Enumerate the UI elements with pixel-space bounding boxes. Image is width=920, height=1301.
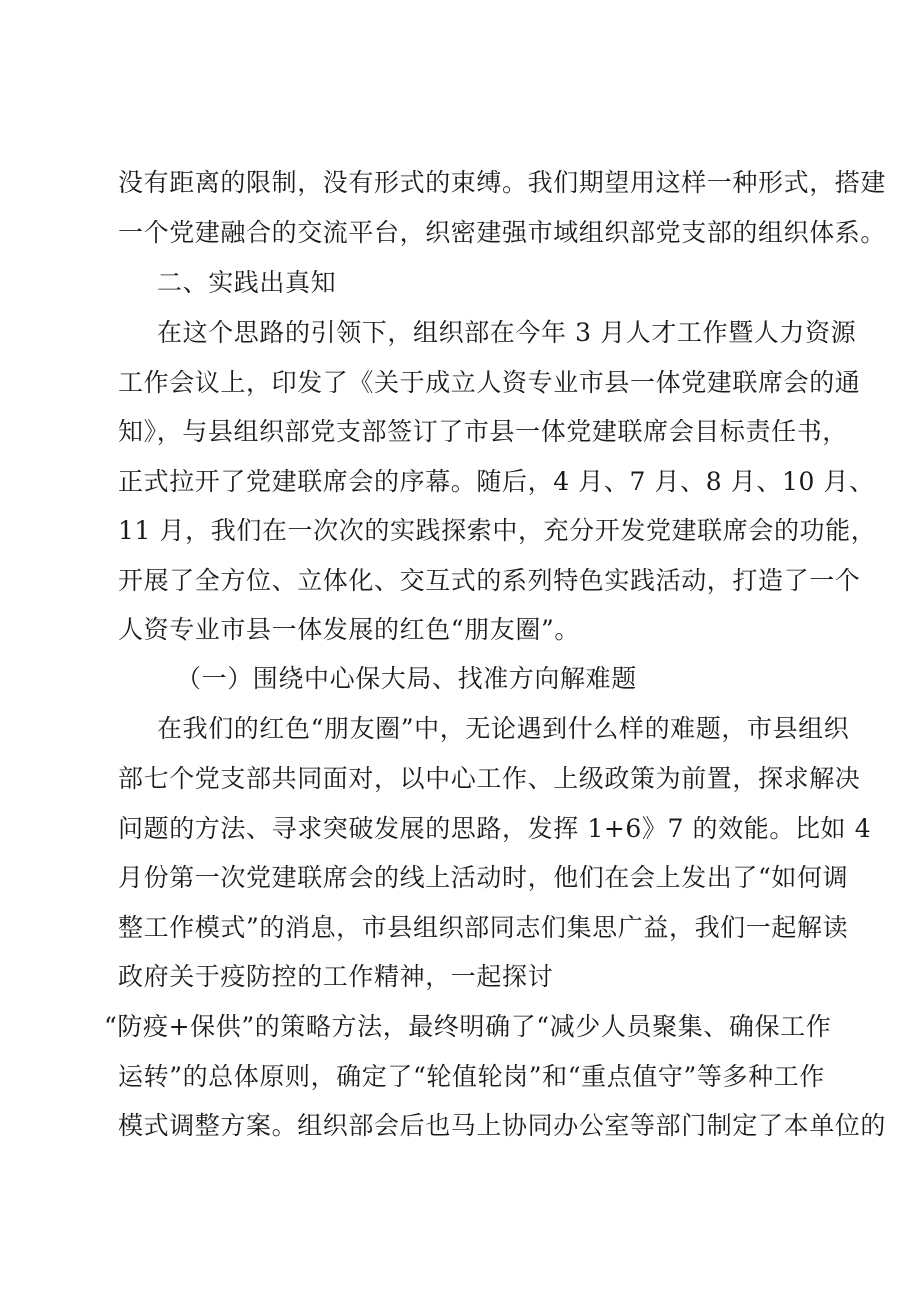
paragraph-line: 正式拉开了党建联席会的序幕。随后，4 月、7 月、8 月、10 月、 xyxy=(118,467,875,496)
paragraph-line: 在我们的红色“朋友圈”中，无论遇到什么样的难题，市县组织 xyxy=(157,714,850,743)
paragraph-line: 整工作模式”的消息，市县组织部同志们集思广益，我们一起解读 xyxy=(118,913,849,942)
subsection-heading: （一）围绕中心保大局、找准方向解难题 xyxy=(176,664,637,693)
paragraph-line: 模式调整方案。组织部会后也马上协同办公室等部门制定了本单位的 xyxy=(118,1111,887,1140)
paragraph-line: 一个党建融合的交流平台，织密建强市域组织部党支部的组织体系。 xyxy=(118,218,887,247)
paragraph-line: 在这个思路的引领下，组织部在今年 3 月人才工作暨人力资源 xyxy=(157,318,857,347)
paragraph-line: 开展了全方位、立体化、交互式的系列特色实践活动，打造了一个 xyxy=(118,566,861,595)
paragraph-line: 月份第一次党建联席会的线上活动时，他们在会上发出了“如何调 xyxy=(118,863,849,892)
section-heading: 二、实践出真知 xyxy=(157,268,337,297)
paragraph-line: 运转”的总体原则，确定了“轮值轮岗”和“重点值守”等多种工作 xyxy=(118,1062,825,1091)
paragraph-line: 人资专业市县一体发展的红色“朋友圈”。 xyxy=(118,615,580,644)
paragraph-line: 工作会议上，印发了《关于成立人资专业市县一体党建联席会的通 xyxy=(118,368,861,397)
paragraph-line: 政府关于疫防控的工作精神，一起探讨 xyxy=(118,962,554,991)
paragraph-line: 没有距离的限制，没有形式的束缚。我们期望用这样一种形式，搭建 xyxy=(118,168,887,197)
paragraph-line: “防疫+保供”的策略方法，最终明确了“减少人员聚集、确保工作 xyxy=(104,1012,832,1041)
paragraph-line: 问题的方法、寻求突破发展的思路，发挥 1+6》7 的效能。比如 4 xyxy=(118,814,872,843)
paragraph-line: 知》，与县组织部党支部签订了市县一体党建联席会目标责任书， xyxy=(118,417,848,446)
paragraph-line: 11 月，我们在一次次的实践探索中，充分开发党建联席会的功能， xyxy=(118,516,877,545)
paragraph-line: 部七个党支部共同面对，以中心工作、上级政策为前置，探求解决 xyxy=(118,764,861,793)
